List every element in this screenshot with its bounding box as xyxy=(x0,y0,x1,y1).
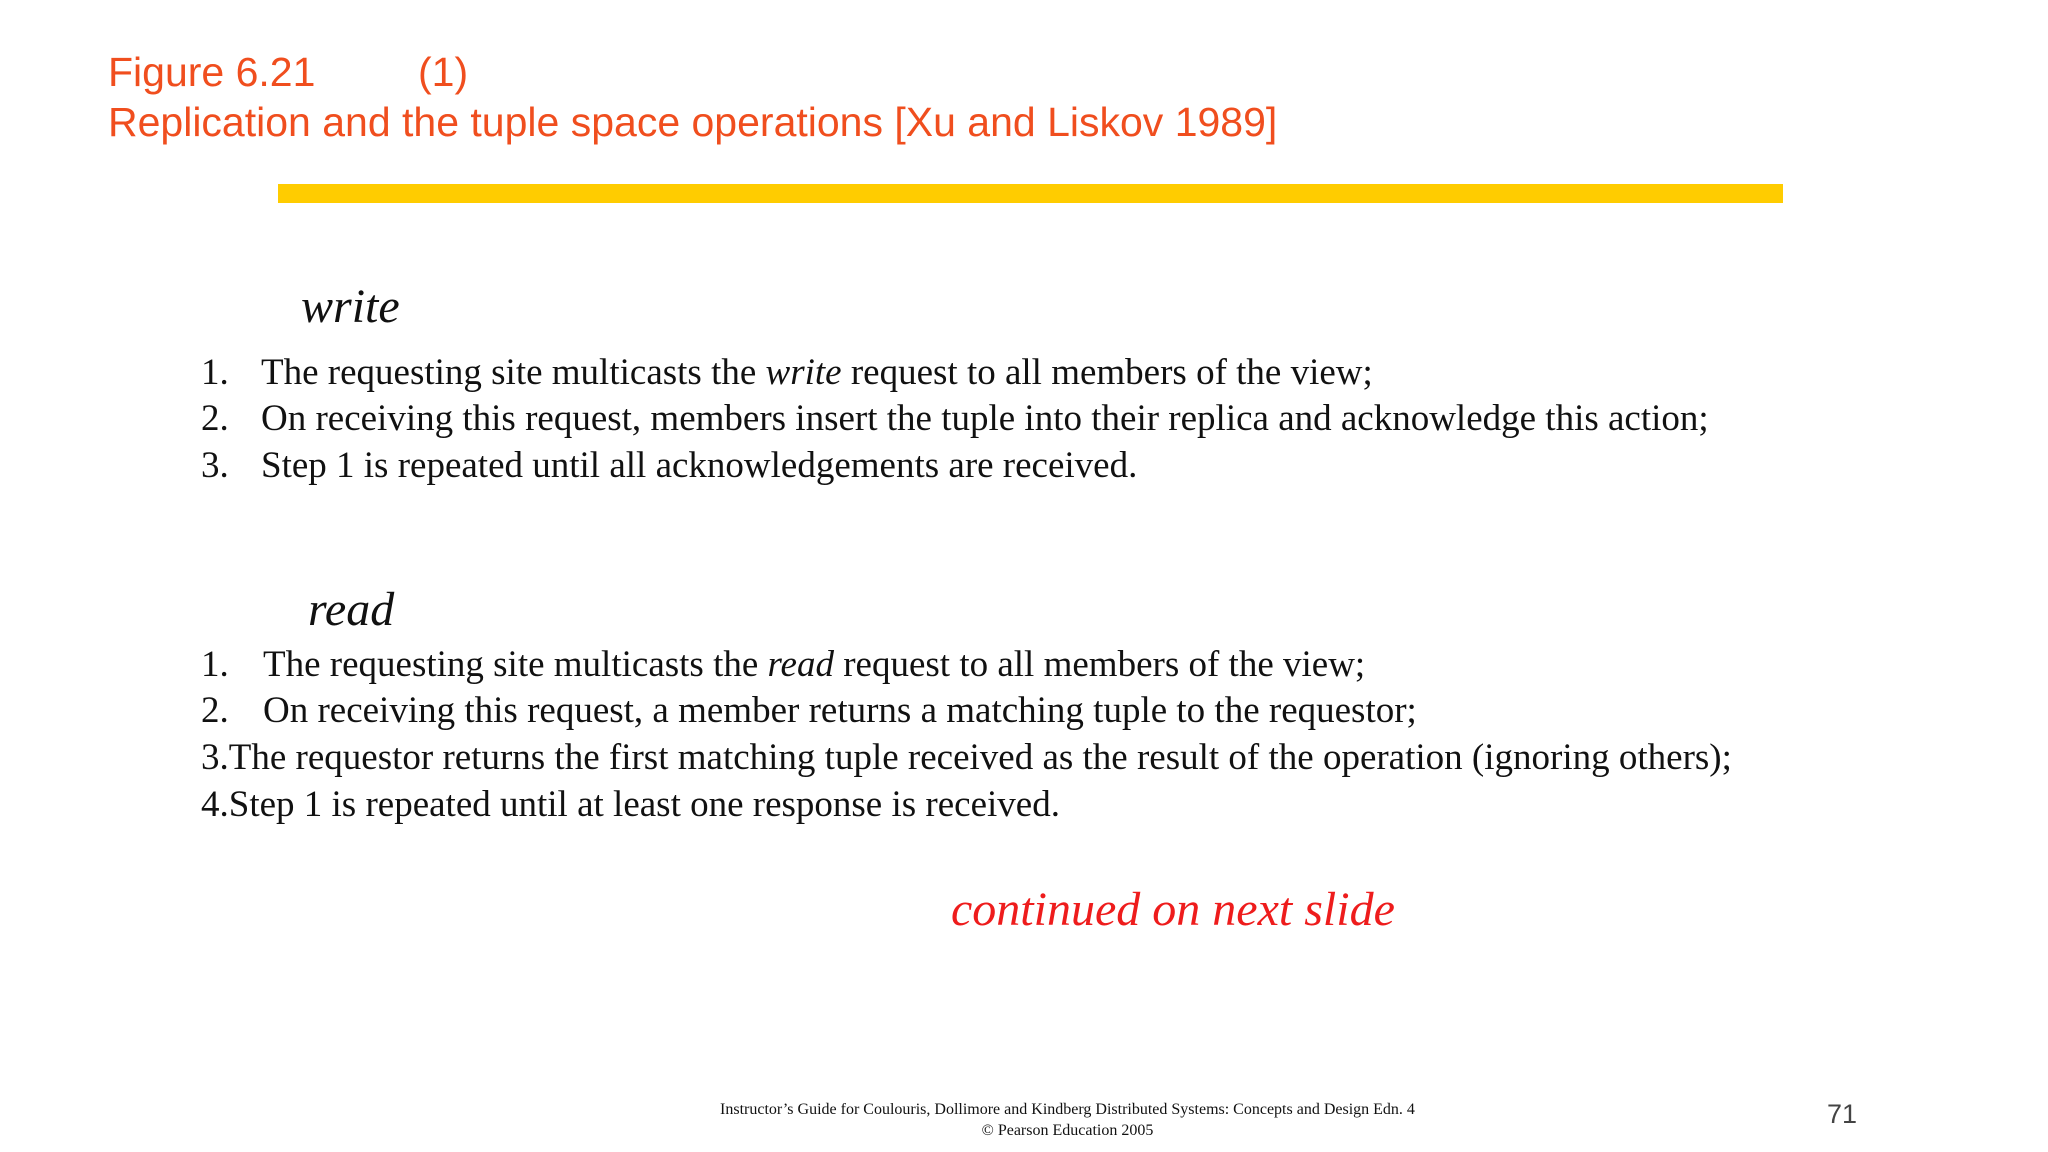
step-text-italic: read xyxy=(767,644,834,685)
step-text: On receiving this request, a member returns a matching tuple to the requestor; xyxy=(263,690,1417,731)
figure-part: (1) xyxy=(418,49,469,95)
page-number: 71 xyxy=(1827,1099,1858,1129)
accent-bar xyxy=(278,184,1783,203)
read-step-3 xyxy=(201,739,1732,776)
footer-line-2: © Pearson Education 2005 xyxy=(981,1121,1154,1139)
step-text-italic: write xyxy=(765,352,842,393)
write-step-2 xyxy=(201,400,1709,437)
step-text: On receiving this request, members insert the tuple into their replica and acknowledge this action; xyxy=(261,398,1709,439)
step-text: Step 1 is repeated until all acknowledgements are received. xyxy=(261,445,1138,486)
step-text: Step 1 is repeated until at least one response is received. xyxy=(228,784,1060,825)
write-heading: write xyxy=(301,280,400,333)
write-step-1 xyxy=(201,354,1373,391)
step-number: 1. xyxy=(201,352,229,393)
read-heading: read xyxy=(308,583,395,636)
step-number: 4. xyxy=(201,784,229,825)
step-text-before: The requesting site multicasts the xyxy=(263,644,768,685)
figure-title xyxy=(108,49,469,95)
step-number: 2. xyxy=(201,398,229,439)
read-step-2 xyxy=(201,692,1417,729)
figure-subtitle: Replication and the tuple space operations [Xu and Liskov 1989] xyxy=(108,99,1278,145)
figure-number: Figure 6.21 xyxy=(108,49,316,95)
footer-line-1: Instructor’s Guide for Coulouris, Dollimore and Kindberg Distributed Systems: Concepts and Design Edn. 4 xyxy=(720,1101,1415,1118)
step-text-after: request to all members of the view; xyxy=(833,644,1366,685)
read-step-4 xyxy=(201,786,1060,823)
step-number: 2. xyxy=(201,690,229,731)
step-text-before: The requesting site multicasts the xyxy=(261,352,766,393)
step-text: The requestor returns the first matching tuple received as the result of the operation (ignoring others); xyxy=(228,737,1732,778)
step-number: 1. xyxy=(201,644,229,685)
read-step-1 xyxy=(201,646,1365,683)
step-text-after: request to all members of the view; xyxy=(841,352,1373,393)
step-number: 3. xyxy=(201,737,229,778)
continued-note: continued on next slide xyxy=(951,883,1395,936)
step-number: 3. xyxy=(201,445,229,486)
footer-credits xyxy=(600,1100,1535,1142)
write-step-3 xyxy=(201,447,1137,484)
